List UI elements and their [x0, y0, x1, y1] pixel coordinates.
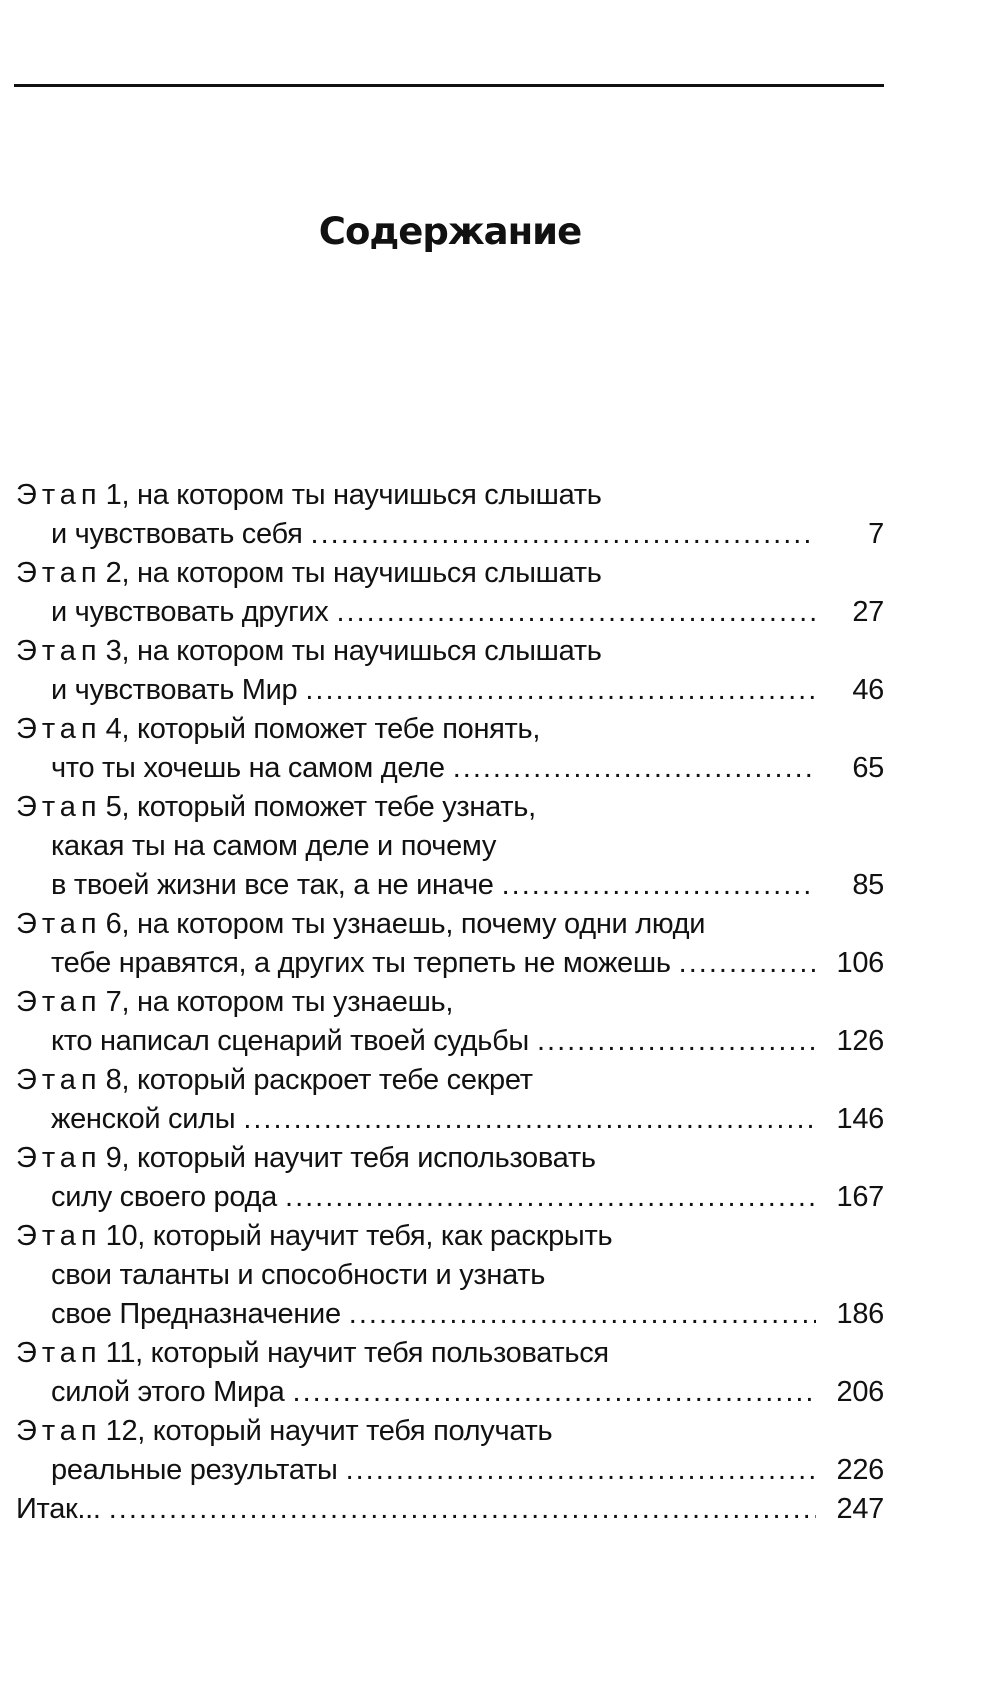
- toc-entry: [16, 983, 884, 1061]
- toc-entry-first-line: [16, 1334, 884, 1373]
- toc-entry-first-line: [16, 554, 884, 593]
- toc-entry-last-line: [16, 1100, 884, 1139]
- toc-page-number: 226: [836, 1454, 884, 1486]
- toc-entry-text: силой этого Мира: [51, 1376, 285, 1408]
- toc-entry: [16, 1061, 884, 1139]
- toc-stage-label: Этап: [16, 1415, 102, 1447]
- toc-entry-first-line: [16, 905, 884, 944]
- toc-entry: [16, 554, 884, 632]
- dot-leader: [311, 515, 816, 554]
- toc-stage-label: Этап: [16, 1220, 102, 1252]
- dot-leader: [109, 1490, 816, 1529]
- toc-entry-heading: 9, который научит тебя использовать: [105, 1142, 596, 1174]
- toc-entry: [16, 788, 884, 905]
- toc-entry-heading: 7, на котором ты узнаешь,: [105, 986, 454, 1018]
- toc-entry: [16, 1412, 884, 1490]
- toc-page-number: 206: [836, 1376, 884, 1408]
- toc-entry-text: в твоей жизни все так, а не иначе: [51, 869, 494, 901]
- toc-page-number: 186: [836, 1298, 884, 1330]
- toc-entry-first-line: [16, 983, 884, 1022]
- toc-entry-text: и чувствовать других: [51, 596, 329, 628]
- dot-leader: [243, 1100, 816, 1139]
- table-of-contents: [16, 476, 884, 1529]
- toc-entry-text: тебе нравятся, а других ты терпеть не можешь: [51, 947, 671, 979]
- toc-page-number: 247: [836, 1493, 884, 1525]
- toc-entry-middle-line: свои таланты и способности и узнать: [51, 1259, 546, 1291]
- toc-page-number: 85: [852, 869, 884, 901]
- dot-leader: [537, 1022, 816, 1061]
- toc-entry-text: и чувствовать себя: [51, 518, 303, 550]
- toc-entry-text: Итак...: [16, 1493, 101, 1525]
- toc-entry-text: женской силы: [51, 1103, 236, 1135]
- toc-entry-last-line: [16, 1451, 884, 1490]
- toc-entry-last-line: [16, 1373, 884, 1412]
- toc-entry-last-line: [16, 944, 884, 983]
- dot-leader: [346, 1451, 816, 1490]
- toc-entry: [16, 1139, 884, 1217]
- toc-entry-first-line: [16, 1217, 884, 1256]
- toc-entry-heading: 2, на котором ты научишься слышать: [105, 557, 602, 589]
- toc-entry-first-line: [16, 788, 884, 827]
- toc-page-number: 46: [852, 674, 884, 706]
- toc-stage-label: Этап: [16, 635, 102, 667]
- toc-entry-last-line: [16, 593, 884, 632]
- dot-leader: [453, 749, 816, 788]
- toc-entry-first-line: [16, 476, 884, 515]
- dot-leader: [305, 671, 816, 710]
- toc-closing-entry: [16, 1490, 884, 1529]
- toc-page-number: 126: [836, 1025, 884, 1057]
- toc-page-number: 106: [836, 947, 884, 979]
- toc-page-number: 167: [836, 1181, 884, 1213]
- toc-entry-last-line: [16, 866, 884, 905]
- toc-stage-label: Этап: [16, 986, 102, 1018]
- toc-entry-text: реальные результаты: [51, 1454, 338, 1486]
- toc-page-number: 7: [868, 518, 884, 550]
- toc-entry: [16, 632, 884, 710]
- toc-entry-heading: 1, на котором ты научишься слышать: [105, 479, 602, 511]
- toc-stage-label: Этап: [16, 908, 102, 940]
- toc-page-number: 146: [836, 1103, 884, 1135]
- toc-entry-text: и чувствовать Мир: [51, 674, 298, 706]
- toc-entry-text: силу своего рода: [51, 1181, 278, 1213]
- toc-entry-heading: 3, на котором ты научишься слышать: [105, 635, 602, 667]
- toc-entry-heading: 8, который раскроет тебе секрет: [105, 1064, 533, 1096]
- toc-stage-label: Этап: [16, 1337, 102, 1369]
- toc-entry-last-line: [16, 671, 884, 710]
- toc-entry-heading: 5, который поможет тебе узнать,: [105, 791, 536, 823]
- toc-entry-heading: 11, который научит тебя пользоваться: [105, 1337, 609, 1369]
- toc-entry: [16, 710, 884, 788]
- dot-leader: [285, 1178, 816, 1217]
- dot-leader: [349, 1295, 816, 1334]
- toc-stage-label: Этап: [16, 1142, 102, 1174]
- dot-leader: [336, 593, 816, 632]
- toc-entry-heading: 4, который поможет тебе понять,: [105, 713, 541, 745]
- toc-entry: [16, 476, 884, 554]
- toc-stage-label: Этап: [16, 1064, 102, 1096]
- toc-stage-label: Этап: [16, 557, 102, 589]
- toc-entry-first-line: [16, 710, 884, 749]
- toc-entry-heading: 10, который научит тебя, как раскрыть: [105, 1220, 613, 1252]
- toc-entry-heading: 6, на котором ты узнаешь, почему одни люди: [105, 908, 706, 940]
- toc-entry-text: свое Предназначение: [51, 1298, 341, 1330]
- dot-leader: [679, 944, 816, 983]
- toc-entry-last-line: [16, 1295, 884, 1334]
- dot-leader: [502, 866, 816, 905]
- toc-entry-first-line: [16, 1139, 884, 1178]
- toc-entry-last-line: [16, 515, 884, 554]
- toc-entry-first-line: [16, 1412, 884, 1451]
- toc-entry-heading: 12, который научит тебя получать: [105, 1415, 553, 1447]
- toc-entry-last-line: [16, 1022, 884, 1061]
- toc-entry: [16, 1334, 884, 1412]
- dot-leader: [293, 1373, 816, 1412]
- toc-entry-middle-line: какая ты на самом деле и почему: [51, 830, 497, 862]
- page-title: Содержание: [318, 210, 582, 253]
- toc-entry-first-line: [16, 632, 884, 671]
- toc-entry-last-line: [16, 749, 884, 788]
- toc-entry: [16, 1217, 884, 1334]
- toc-entry-text: что ты хочешь на самом деле: [51, 752, 445, 784]
- toc-page-number: 27: [852, 596, 884, 628]
- header-rule: [14, 84, 884, 87]
- toc-entry-first-line: [16, 1061, 884, 1100]
- toc-stage-label: Этап: [16, 479, 102, 511]
- toc-entry-last-line: [16, 1178, 884, 1217]
- toc-entry: [16, 905, 884, 983]
- toc-stage-label: Этап: [16, 713, 102, 745]
- toc-entry-text: кто написал сценарий твоей судьбы: [51, 1025, 529, 1057]
- toc-stage-label: Этап: [16, 791, 102, 823]
- toc-page-number: 65: [852, 752, 884, 784]
